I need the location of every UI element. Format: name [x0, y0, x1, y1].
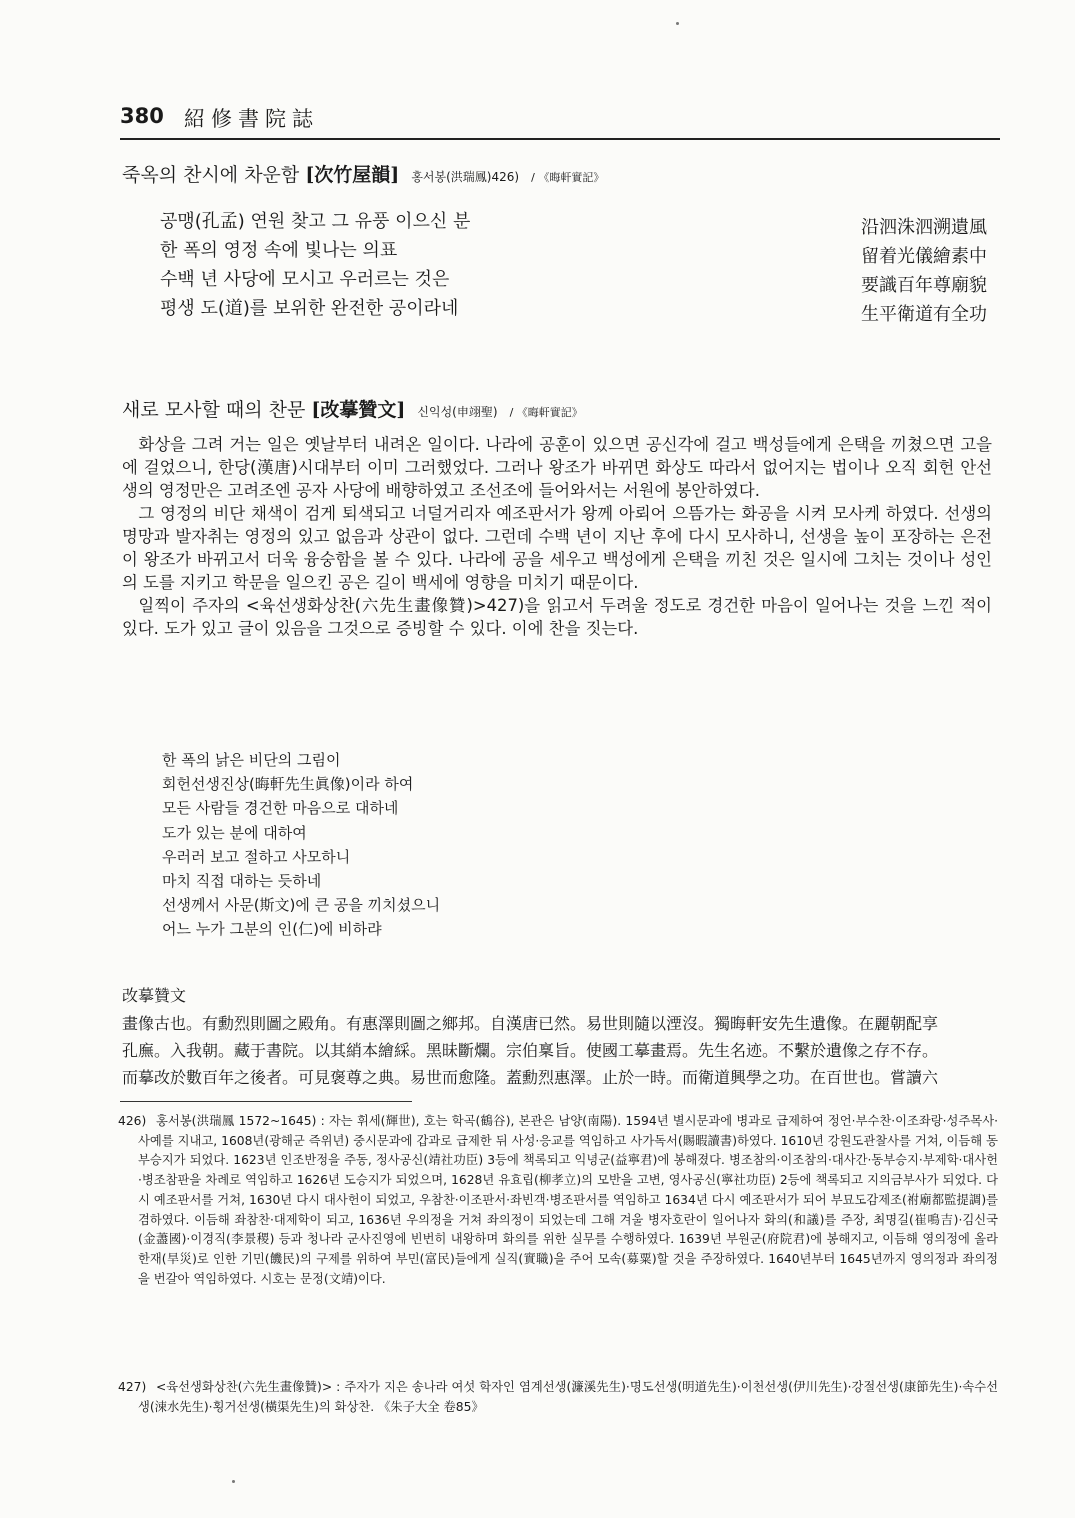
- poem-line: 도가 있는 분에 대하여: [162, 823, 307, 842]
- scan-speck: [676, 22, 679, 25]
- section1-title: [122, 160, 604, 187]
- page-number: 380: [120, 104, 164, 128]
- paragraph: 화상을 그려 거는 일은 옛날부터 내려온 일이다. 나라에 공훈이 있으면 공신각에 걸고 백성들에게 은택을 끼쳤으면 고을에 걸었으니, 한당(漢唐)시대부터 이미 그러했었다. 그러나 왕조가 바뀌면 화상도 따라서 없어지는 법이나 오직 회헌 안선생의 영정만은 고려조엔 공자 사당에 배향하였고 조선조에 들어와서는 서원에 봉안하였다.: [122, 435, 993, 500]
- scan-speck: [232, 1480, 235, 1483]
- footnote-text: 홍서봉(洪瑞鳳 1572~1645) : 자는 휘세(輝世), 호는 학곡(鶴谷), 본관은 남양(南陽). 1594년 별시문과에 병과로 급제하여 정언·부수찬·이조좌랑·성주목사·사예를 지내고, 1608년(광해군 즉위년) 중시문과에 갑과로 급제한 뒤 사성·응교를 역임하고 사가독서(賜暇讀書)하였다. 1610년 강원도관찰사를 거쳐, 이듬해 동부승지가 되었다. 1623년 인조반정을 주동, 정사공신(靖社功臣) 3등에 책록되고 익녕군(益寧君)에 봉해졌다. 병조참의·이조참의·대사간·동부승지·부제학·대사헌·병조참판을 차례로 역임하고 1626년 도승지가 되었으며, 1628년 유효립(柳孝立)의 모반을 고변, 영사공신(寧社功臣) 2등에 책록되고 지의금부사가 되었다. 다시 예조판서를 거쳐, 1630년 다시 대사헌이 되었고, 우참찬·이조판서·좌빈객·병조판서를 역임하고 1634년 다시 예조판서가 되어 부묘도감제조(祔廟都監提調)를 겸하였다. 이듬해 좌참찬·대제학이 되고, 1636년 우의정을 거쳐 좌의정이 되었는데 그해 겨울 병자호란이 일어나자 화의(和議)를 주장, 최명길(崔鳴吉)·김신국(金藎國)·이경직(李景稷) 등과 청나라 군사진영에 빈번히 내왕하며 화의를 위한 실무를 수행하였다. 1639년 부원군(府院君)에 봉해지고, 이듬해 영의정에 올라 한재(旱災)로 인한 기민(饑民)의 구제를 위하여 부민(富民)들에게 실직(實職)을 주어 모속(募粟)할 것을 주장하였다. 1640년부터 1645년까지 영의정과 좌의정을 번갈아 역임하였다. 시호는 문정(文靖)이다.: [138, 1114, 998, 1286]
- footnote-426: [118, 1112, 998, 1289]
- page-header: [120, 104, 1000, 140]
- section2-title-cn: [改摹贊文]: [311, 399, 406, 421]
- poem-line: 공맹(孔孟) 연원 찾고 그 유풍 이으신 분: [160, 211, 471, 232]
- section2-title-ko: 새로 모사할 때의 찬문: [122, 399, 306, 421]
- paragraph: 그 영정의 비단 채색이 검게 퇴색되고 너덜거리자 예조판서가 왕께 아뢰어 으뜸가는 화공을 시켜 모사케 하였다. 선생의 명망과 발자취는 영정의 있고 없음과 상관이 없다. 그런데 수백 년이 지난 후에 다시 모사하니, 선생을 높이 포장하는 은전이 왕조가 바뀌고서 더욱 융숭함을 볼 수 있다. 나라에 공을 세우고 백성에게 은택을 끼친 것은 일시에 그치는 것이나 성인의 도를 지키고 학문을 일으킨 공은 길이 백세에 영향을 미치기 때문이다.: [122, 504, 992, 592]
- book-title: 紹修書院誌: [184, 107, 319, 131]
- footnote-text: <육선생화상찬(六先生畫像贊)> : 주자가 지은 송나라 여섯 학자인 염계선생(濂溪先生)·명도선생(明道先生)·이천선생(伊川先生)·강절선생(康節先生)·속수선생(涑水先生)·횡거선생(橫渠先生)의 화상찬. 《朱子大全 卷85》: [138, 1380, 998, 1414]
- footnote-427: [118, 1378, 998, 1417]
- poem-line: 留着光儀繪素中: [861, 246, 987, 267]
- paragraph: 일찍이 주자의 <육선생화상찬(六先生畫像贊)>427)을 읽고서 두려울 정도로 경건한 마음이 일어나는 것을 느낀 적이 있다. 도가 있고 글이 있음을 그것으로 증빙할 수 있다. 이에 찬을 짓는다.: [122, 596, 992, 638]
- classical-text-title: 改摹贊文: [122, 986, 187, 1005]
- poem-line: 마치 직접 대하는 듯하네: [162, 872, 322, 891]
- poem-line: 평생 도(道)를 보위한 완전한 공이라네: [160, 298, 459, 319]
- section2-title: [122, 395, 583, 422]
- section2-author: 신익성(申翊聖): [417, 405, 498, 419]
- poem-line: 한 폭의 영정 속에 빛나는 의표: [160, 240, 398, 261]
- section1-title-cn: [次竹屋韻]: [305, 164, 400, 186]
- poem-line: 수백 년 사당에 모시고 우러르는 것은: [160, 269, 450, 290]
- classical-text: [122, 1010, 997, 1091]
- poem-line: 生平衛道有全功: [861, 304, 987, 325]
- section1-source: / 《晦軒實記》: [531, 171, 605, 184]
- footnote-number: 427): [118, 1380, 147, 1394]
- classical-line: 而摹改於數百年之後者。可見褒尊之典。易世而愈隆。蓋勳烈惠澤。止於一時。而衛道興學之功。在百世也。嘗讀六: [122, 1068, 939, 1087]
- poem-line: 우러러 보고 절하고 사모하니: [162, 847, 351, 866]
- section1-poem-korean: [160, 207, 470, 323]
- poem-line: 모든 사람들 경건한 마음으로 대하네: [162, 799, 399, 818]
- poem-line: 沿泗洙泗溯遺風: [861, 217, 987, 238]
- poem-line: 회헌선생진상(晦軒先生眞像)이라 하여: [162, 775, 414, 794]
- poem-line: 어느 누가 그분의 인(仁)에 비하랴: [162, 920, 382, 939]
- poem-line: 要識百年尊廟貌: [861, 275, 987, 296]
- section2-poem-korean: [162, 748, 440, 942]
- section1-author: 홍서봉(洪瑞鳳)426): [411, 170, 520, 184]
- classical-line: 孔廡。入我朝。藏于書院。以其綃本繪綵。黑昧斷爛。宗伯稟旨。使國工摹畫焉。先生名迹。不繫於遺像之存不存。: [122, 1041, 939, 1060]
- section1-title-ko: 죽옥의 찬시에 차운함: [122, 164, 300, 186]
- section2-prose: [122, 433, 992, 640]
- poem-line: 한 폭의 낡은 비단의 그림이: [162, 751, 341, 769]
- poem-line: 선생께서 사문(斯文)에 큰 공을 끼치셨으니: [162, 896, 441, 915]
- section1-poem-classical: [861, 213, 987, 329]
- classical-line: 畫像古也。有勳烈則圖之殿角。有惠澤則圖之鄉邦。自漢唐已然。易世則隨以湮沒。獨晦軒安先生遺像。在麗朝配享: [122, 1014, 939, 1033]
- footnote-divider: [120, 1101, 412, 1102]
- section2-source: / 《晦軒實記》: [509, 406, 583, 419]
- footnote-number: 426): [118, 1114, 147, 1128]
